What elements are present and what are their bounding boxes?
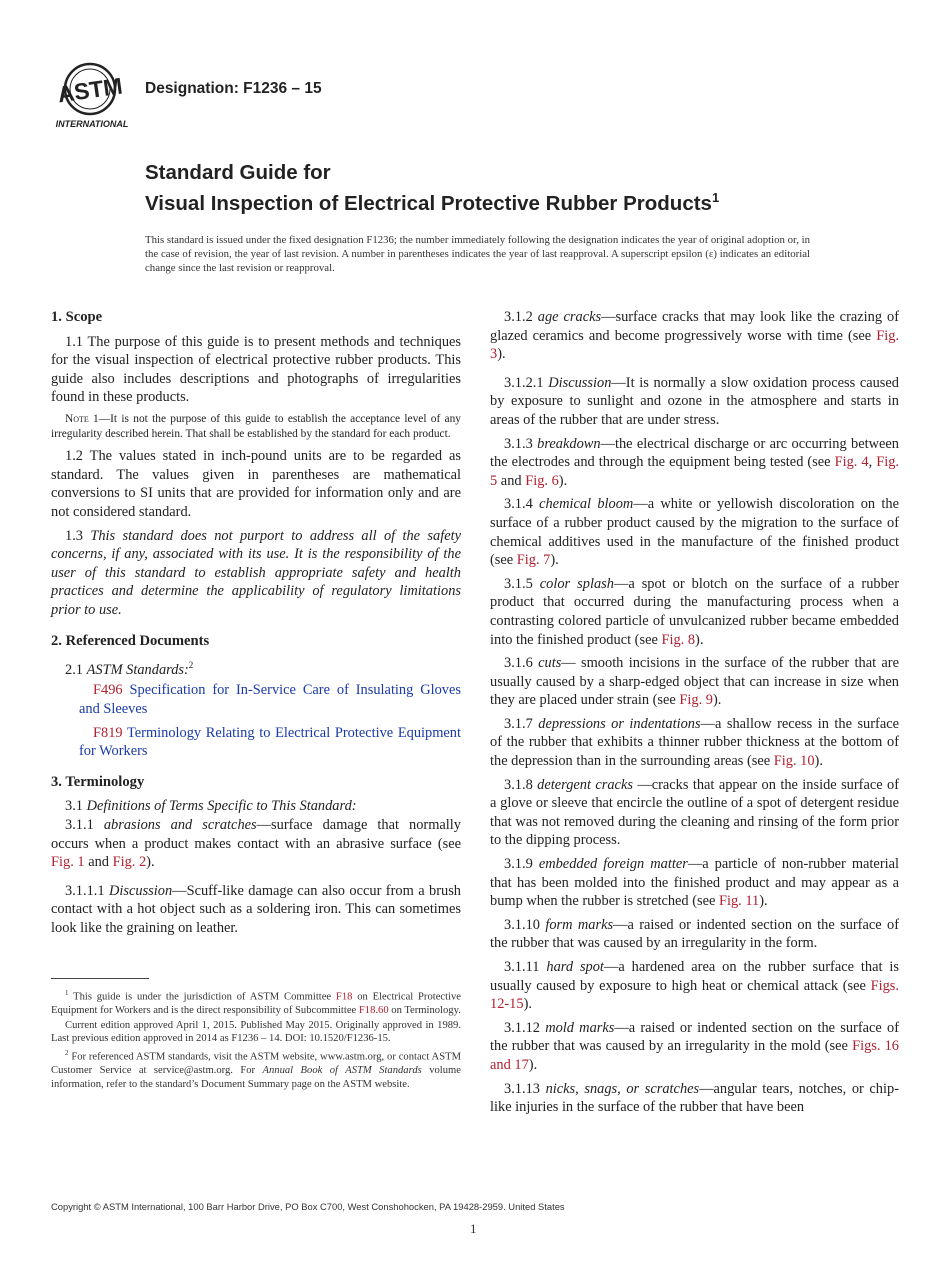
term-3-1-12: 3.1.12 mold marks—a raised or indented section on the surface of the rubber that was caused by an irregularity in the mold (see Figs. 16 and 17). xyxy=(490,1019,899,1073)
term-3-1-3: 3.1.3 breakdown—the electrical discharge or arc occurring between the electrodes and through the equipment being tested (see Fig. 4, Fig. 5 and Fig. 6). xyxy=(490,435,899,489)
left-column xyxy=(51,308,461,943)
astm-logo xyxy=(50,60,134,132)
term-3-1-8: 3.1.8 detergent cracks —cracks that appear on the inside surface of a glove or sleeve that encircle the outline of a spot of detergent residue that was not removed during the cleaning and rinsing of the form prior to the dipping process. xyxy=(490,776,899,849)
fig-link[interactable]: Fig. 9 xyxy=(679,692,713,709)
fig-link[interactable]: Fig. 2 xyxy=(112,854,147,871)
fig-link[interactable]: Fig. 11 xyxy=(718,893,760,910)
footnotes xyxy=(51,987,461,1092)
term-3-1-11: 3.1.11 hard spot—a hardened area on the rubber surface that is usually caused by exposure to high heat or chemical attack (see Figs. 12-15). xyxy=(490,959,899,1013)
fig-link[interactable]: Fig. 3 xyxy=(490,327,899,363)
title-line-1: Standard Guide for xyxy=(145,161,331,184)
term-3-1-2: 3.1.2 age cracks—surface cracks that may look like the crazing of glazed ceramics and become progressively worse with time (see Fig. 3). xyxy=(490,309,899,363)
logo-subtext: INTERNATIONAL xyxy=(55,119,129,129)
right-column xyxy=(490,308,899,1122)
footnote-1-edition: Current edition approved April 1, 2015. Published May 2015. Originally approved in 1989. Last previous edition approved in 2014 as F1236 – 14. DOI: 10.1520/F1236-15. xyxy=(51,1019,461,1045)
footnote-rule xyxy=(51,978,149,979)
fig-link[interactable]: Fig. 1 xyxy=(51,854,85,871)
section-heading-refdocs: 2. Referenced Documents xyxy=(51,632,210,649)
document-title xyxy=(145,160,719,216)
note-1: Note 1—It is not the purpose of this guide to establish the acceptance level of any irregularity described herein. That shall be established by the standard for each product. xyxy=(51,412,461,440)
para-3-1: 3.1 Definitions of Terms Specific to This Standard: xyxy=(65,798,357,815)
term-3-1-9: 3.1.9 embedded foreign matter—a particle of non-rubber material that has been molded into the finished product and may appear as a bump when the rubber is stretched (see Fig. 11). xyxy=(490,856,899,910)
ref-item[interactable]: F496 Specification for In-Service Care of Insulating Gloves and Sleeves xyxy=(79,682,461,718)
term-3-1-5: 3.1.5 color splash—a spot or blotch on the surface of a rubber product that occurred during the manufacturing process when a contrasting colored particle of unvulcanized rubber became embedded into the finished product (see Fig. 8). xyxy=(490,575,899,648)
fig-link[interactable]: Fig. 6 xyxy=(525,472,559,489)
ref-item[interactable]: F819 Terminology Relating to Electrical Protective Equipment for Workers xyxy=(79,724,461,760)
copyright: Copyright © ASTM International, 100 Barr Harbor Drive, PO Box C700, West Conshohocken, PA 19428-2959. United States xyxy=(51,1201,565,1212)
issue-note: This standard is issued under the fixed designation F1236; the number immediately following the designation indicates the year of original adoption or, in the case of revision, the year of last revision. A number in parentheses indicates the year of last reapproval. A superscript epsilon (ε) indicates an editorial change since the last revision or reapproval. xyxy=(145,234,810,274)
fig-link[interactable]: Fig. 7 xyxy=(516,552,551,569)
discussion-3-1-1-1: 3.1.1.1 Discussion—Scuff-like damage can also occur from a brush contact with a hot object such as a soldering iron. This can sometimes look like the graining on leather. xyxy=(51,882,461,937)
term-3-1-1: 3.1.1 abrasions and scratches—surface damage that normally occurs when a product makes contact with an abrasive surface (see Fig. 1 and Fig. 2). xyxy=(51,817,461,871)
fig-link[interactable]: Figs. 12-15 xyxy=(490,977,899,1013)
para-1-2: 1.2 The values stated in inch-pound units are to be regarded as standard. The values given in parentheses are mathematical conversions to SI units that are provided for information only and are not considered standard. xyxy=(51,448,461,520)
logo-text: ASTM xyxy=(55,72,125,108)
term-3-1-7: 3.1.7 depressions or indentations—a shallow recess in the surface of the rubber that exhibits a thinner rubber thickness at the bottom of the depression than in the surrounding areas (see Fig. 10). xyxy=(490,715,899,770)
para-1-1: 1.1 The purpose of this guide is to present methods and techniques for the visual inspection of electrical protective rubber products. This guide also includes descriptions and photographs of irregularities found in these products. xyxy=(51,333,461,406)
fig-link[interactable]: Fig. 10 xyxy=(773,753,815,770)
term-3-1-4: 3.1.4 chemical bloom—a white or yellowish discoloration on the surface of a rubber product caused by the migration to the surface of chemical additives used in the manufacture of the finished product (see Fig. 7). xyxy=(490,496,899,569)
discussion-3-1-2-1: 3.1.2.1 Discussion—It is normally a slow oxidation process caused by exposure to sunlight and ozone in the atmosphere and starts in areas of the rubber that are under stress. xyxy=(490,374,899,428)
term-3-1-13: 3.1.13 nicks, snags, or scratches—angular tears, notches, or chip-like injuries in the surface of the rubber that have been xyxy=(490,1080,899,1116)
designation: Designation: F1236 – 15 xyxy=(145,80,322,97)
fig-link[interactable]: Fig. 8 xyxy=(661,631,696,648)
term-3-1-6: 3.1.6 cuts— smooth incisions in the surface of the rubber that are usually caused by a sharp-edged object that can increase in size when they are placed under strain (see Fig. 9). xyxy=(490,655,899,709)
subcommittee-link[interactable]: F18.60 xyxy=(358,1005,389,1017)
section-heading-terminology: 3. Terminology xyxy=(51,773,145,790)
title-line-2: Visual Inspection of Electrical Protective Rubber Products$^1$ xyxy=(145,190,720,215)
para-1-3: 1.3 This standard does not purport to address all of the safety concerns, if any, associated with its use. It is the responsibility of the user of this standard to establish appropriate safety and health practices and determine the applicability of regulatory limitations prior to use. xyxy=(51,527,461,618)
page-number: 1 xyxy=(470,1221,477,1236)
fig-link[interactable]: Fig. 5 xyxy=(490,454,899,489)
committee-link[interactable]: F18 xyxy=(335,991,353,1003)
fig-link[interactable]: Figs. 16 and 17 xyxy=(490,1038,899,1073)
title-footnote-ref[interactable]: 1 xyxy=(711,190,720,205)
fig-link[interactable]: Fig. 4 xyxy=(834,454,869,471)
term-3-1-10: 3.1.10 form marks—a raised or indented section on the surface of the rubber that was caused by an irregularity in the form. xyxy=(490,916,899,952)
para-2-1: 2.1 ASTM Standards:$^2$ xyxy=(65,660,194,678)
footnote-1: $^1$ This guide is under the jurisdiction of ASTM Committee F18 on Electrical Protective Equipment for Workers and is the direct responsibility of Subcommittee F18.60 on Terminology. xyxy=(51,989,461,1017)
section-heading-scope: 1. Scope xyxy=(51,309,103,325)
footnote-2: $^2$ For referenced ASTM standards, visit the ASTM website, www.astm.org, or contact ASTM Customer Service at service@astm.org. For Annual Book of ASTM Standards volume information, refer to the standard’s Document Summary page on the ASTM website. xyxy=(51,1048,461,1090)
